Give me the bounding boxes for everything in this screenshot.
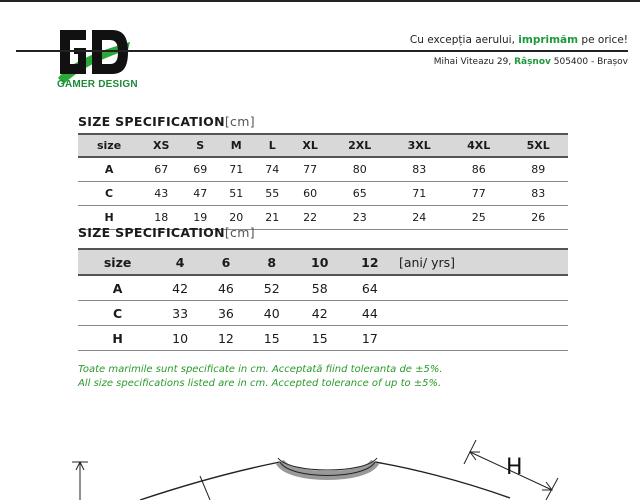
kids-size-cell: 15 — [295, 326, 345, 351]
kids-size-cell: 44 — [345, 301, 395, 326]
kids-size-cell: 15 — [249, 326, 295, 351]
address-postcode: 505400 - Brașov — [550, 57, 628, 67]
kids-size-title-text: SIZE SPECIFICATION — [78, 225, 225, 240]
kids-size-header-cell: 4 — [157, 249, 203, 275]
adult-size-row — [78, 182, 568, 206]
adult-size-cell: 21 — [254, 206, 290, 230]
adult-size-cell: 51 — [218, 182, 254, 206]
adult-size-table — [78, 133, 568, 230]
note-english: All size specifications listed are in cm. Accepted tolerance of up to ±5%. — [78, 378, 442, 389]
adult-size-header-cell: XL — [290, 134, 330, 157]
adult-size-row — [78, 157, 568, 182]
adult-size-title-text: SIZE SPECIFICATION — [78, 114, 225, 129]
note-romanian: Toate marimile sunt specificate in cm. Acceptată fiind toleranta de ±5%. — [78, 364, 443, 375]
kids-size-header-unit: [ani/ yrs] — [395, 249, 568, 275]
kids-size-row — [78, 301, 568, 326]
kids-size-cell: 58 — [295, 275, 345, 301]
tagline-highlight: imprimăm — [518, 34, 579, 46]
adult-size-header-cell: 4XL — [449, 134, 508, 157]
adult-size-cell: 74 — [254, 157, 290, 182]
kids-size-cell-empty — [395, 275, 568, 301]
kids-size-cell: 64 — [345, 275, 395, 301]
adult-size-cell: 77 — [290, 157, 330, 182]
adult-size-row-label: C — [78, 182, 140, 206]
kids-size-row — [78, 275, 568, 301]
kids-size-cell: 17 — [345, 326, 395, 351]
header-rule — [16, 50, 628, 52]
adult-size-cell: 43 — [140, 182, 182, 206]
kids-size-header-cell: 10 — [295, 249, 345, 275]
address — [434, 57, 628, 67]
adult-size-header-cell: size — [78, 134, 140, 157]
top-border — [0, 0, 640, 2]
address-street: Mihai Viteazu 29, — [433, 57, 515, 67]
kids-size-cell-empty — [395, 301, 568, 326]
adult-size-cell: 25 — [449, 206, 508, 230]
adult-size-cell: 80 — [330, 157, 389, 182]
kids-size-cell: 42 — [295, 301, 345, 326]
adult-size-cell: 71 — [218, 157, 254, 182]
adult-size-cell: 71 — [389, 182, 448, 206]
kids-size-table — [78, 248, 568, 351]
kids-size-row-label: C — [78, 301, 157, 326]
adult-size-title — [78, 114, 255, 129]
kids-size-unit: [cm] — [224, 225, 255, 240]
adult-size-header-row — [78, 134, 568, 157]
adult-size-cell: 55 — [254, 182, 290, 206]
kids-size-header-cell: 6 — [203, 249, 249, 275]
kids-size-header-row — [78, 249, 568, 275]
kids-size-cell: 36 — [203, 301, 249, 326]
adult-size-cell: 26 — [508, 206, 568, 230]
address-city: Râșnov — [514, 57, 551, 67]
adult-size-cell: 89 — [508, 157, 568, 182]
kids-size-cell-empty — [395, 326, 568, 351]
kids-size-title — [78, 225, 255, 240]
adult-size-header-cell: 5XL — [508, 134, 568, 157]
tagline-end: pe orice! — [578, 34, 628, 46]
kids-size-header-cell: 12 — [345, 249, 395, 275]
kids-size-row-label: H — [78, 326, 157, 351]
kids-size-cell: 46 — [203, 275, 249, 301]
adult-size-cell: 77 — [449, 182, 508, 206]
kids-size-cell: 33 — [157, 301, 203, 326]
adult-size-cell: 19 — [182, 206, 218, 230]
adult-size-cell: 24 — [389, 206, 448, 230]
adult-size-header-cell: M — [218, 134, 254, 157]
adult-size-header-cell: S — [182, 134, 218, 157]
tagline-text: Cu excepția aerului, — [409, 34, 519, 46]
adult-size-cell: 69 — [182, 157, 218, 182]
sleeve-h-label: H — [506, 455, 523, 480]
kids-size-cell: 10 — [157, 326, 203, 351]
kids-size-cell: 52 — [249, 275, 295, 301]
tagline — [410, 34, 628, 46]
kids-size-header-cell: size — [78, 249, 157, 275]
adult-size-cell: 20 — [218, 206, 254, 230]
kids-size-row — [78, 326, 568, 351]
adult-size-cell: 65 — [330, 182, 389, 206]
adult-size-cell: 67 — [140, 157, 182, 182]
adult-size-cell: 83 — [508, 182, 568, 206]
kids-size-header-cell: 8 — [249, 249, 295, 275]
adult-size-row-label: H — [78, 206, 140, 230]
kids-size-cell: 12 — [203, 326, 249, 351]
adult-size-cell: 18 — [140, 206, 182, 230]
adult-size-row-label: A — [78, 157, 140, 182]
kids-size-cell: 42 — [157, 275, 203, 301]
tshirt-drawing — [40, 440, 600, 500]
adult-size-header-cell: 2XL — [330, 134, 389, 157]
adult-size-unit: [cm] — [224, 114, 255, 129]
adult-size-header-cell: L — [254, 134, 290, 157]
adult-size-header-cell: 3XL — [389, 134, 448, 157]
adult-size-cell: 86 — [449, 157, 508, 182]
adult-size-cell: 23 — [330, 206, 389, 230]
adult-size-cell: 22 — [290, 206, 330, 230]
adult-size-cell: 83 — [389, 157, 448, 182]
adult-size-cell: 60 — [290, 182, 330, 206]
logo-caption: GAMER DESIGN — [57, 79, 138, 90]
adult-size-header-cell: XS — [140, 134, 182, 157]
kids-size-row-label: A — [78, 275, 157, 301]
adult-size-cell: 47 — [182, 182, 218, 206]
kids-size-cell: 40 — [249, 301, 295, 326]
